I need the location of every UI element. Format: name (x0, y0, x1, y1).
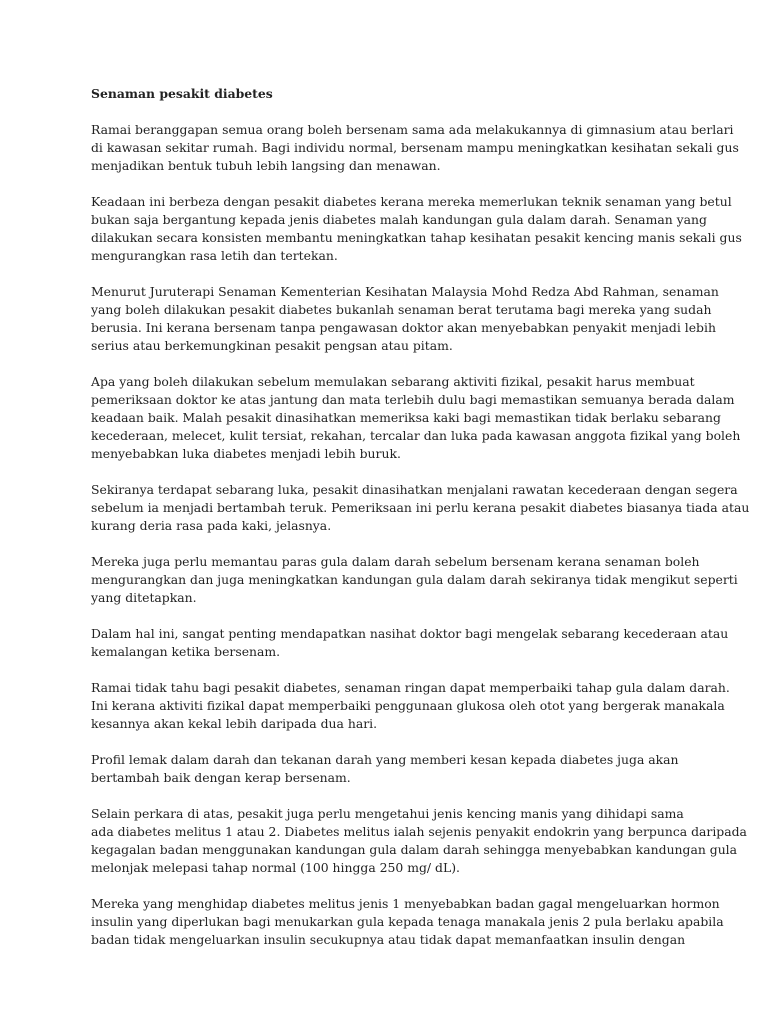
paragraph-line: Mereka juga perlu memantau paras gula dalam darah sebelum bersenam kerana senaman boleh (91, 554, 700, 569)
paragraph-line: Sekiranya terdapat sebarang luka, pesakit dinasihatkan menjalani rawatan kecederaan dengan segera (91, 482, 738, 497)
paragraph (91, 679, 730, 733)
paragraph (91, 625, 729, 661)
paragraph-line: Ini kerana aktiviti fizikal dapat memperbaiki penggunaan glukosa oleh otot yang bergerak manakala (91, 698, 725, 713)
paragraph-line: Profil lemak dalam darah dan tekanan darah yang memberi kesan kepada diabetes juga akan (91, 752, 679, 767)
paragraph (91, 895, 724, 949)
paragraph (91, 283, 719, 355)
paragraph-line: serius atau berkemungkinan pesakit pengsan atau pitam. (91, 338, 453, 353)
paragraph-line: kecederaan, melecet, kulit tersiat, rekahan, tercalar dan luka pada kawasan anggota fizikal yang boleh (91, 428, 741, 443)
paragraph-line: berusia. Ini kerana bersenam tanpa pengawasan doktor akan menyebabkan penyakit menjadi lebih (91, 320, 716, 335)
paragraph-line: mengurangkan rasa letih dan tertekan. (91, 248, 338, 263)
paragraph-line: dilakukan secara konsisten membantu meningkatkan tahap kesihatan pesakit kencing manis sekali gus (91, 230, 742, 245)
paragraph-line: mengurangkan dan juga meningkatkan kandungan gula dalam darah sekiranya tidak mengikut seperti (91, 572, 738, 587)
document-body (91, 121, 750, 949)
paragraph-line: badan tidak mengeluarkan insulin secukupnya atau tidak dapat memanfaatkan insulin dengan (91, 932, 686, 947)
paragraph (91, 121, 739, 175)
paragraph-line: keadaan baik. Malah pesakit dinasihatkan memeriksa kaki bagi memastikan tidak berlaku sebarang (91, 410, 721, 425)
paragraph-line: sebelum ia menjadi bertambah teruk. Pemeriksaan ini perlu kerana pesakit diabetes biasanya tiada atau (91, 500, 750, 515)
paragraph-line: insulin yang diperlukan bagi menukarkan gula kepada tenaga manakala jenis 2 pula berlaku apabila (91, 914, 724, 929)
paragraph (91, 553, 738, 607)
paragraph-line: yang ditetapkan. (91, 590, 197, 605)
paragraph-line: kurang deria rasa pada kaki, jelasnya. (91, 518, 332, 533)
paragraph (91, 193, 742, 265)
paragraph-line: kemalangan ketika bersenam. (91, 644, 281, 659)
paragraph-line: ada diabetes melitus 1 atau 2. Diabetes melitus ialah sejenis penyakit endokrin yang berpunca daripada (91, 824, 747, 839)
paragraph-line: Dalam hal ini, sangat penting mendapatkan nasihat doktor bagi mengelak sebarang kecederaan atau (91, 626, 729, 641)
paragraph-line: bukan saja bergantung kepada jenis diabetes malah kandungan gula dalam darah. Senaman yang (91, 212, 707, 227)
paragraph-line: melonjak melepasi tahap normal (100 hingga 250 mg/ dL). (91, 860, 460, 875)
paragraph-line: menjadikan bentuk tubuh lebih langsing dan menawan. (91, 158, 441, 173)
paragraph (91, 751, 691, 787)
paragraph-line: pemeriksaan doktor ke atas jantung dan mata terlebih dulu bagi memastikan semuanya berada dalam (91, 392, 735, 407)
document-page (91, 85, 750, 967)
paragraph-line: menyebabkan luka diabetes menjadi lebih buruk. (91, 446, 401, 461)
paragraph-line: bertambah baik dengan kerap bersenam. (91, 770, 351, 785)
paragraph (91, 481, 750, 535)
document-title: Senaman pesakit diabetes (91, 86, 273, 101)
paragraph-line: Keadaan ini berbeza dengan pesakit diabetes kerana mereka memerlukan teknik senaman yang betul (91, 194, 732, 209)
paragraph-line: Selain perkara di atas, pesakit juga perlu mengetahui jenis kencing manis yang dihidapi sama (91, 806, 684, 821)
paragraph-line: yang boleh dilakukan pesakit diabetes bukanlah senaman berat terutama bagi mereka yang sudah (91, 302, 712, 317)
paragraph-line: Ramai beranggapan semua orang boleh bersenam sama ada melakukannya di gimnasium atau berlari (91, 122, 734, 137)
paragraph-line: kegagalan badan menggunakan kandungan gula dalam darah sehingga menyebabkan kandungan gula (91, 842, 738, 857)
paragraph (91, 373, 741, 463)
paragraph-line: Apa yang boleh dilakukan sebelum memulakan sebarang aktiviti fizikal, pesakit harus membuat (91, 374, 695, 389)
paragraph-line: kesannya akan kekal lebih daripada dua hari. (91, 716, 378, 731)
paragraph (91, 805, 747, 877)
paragraph-line: di kawasan sekitar rumah. Bagi individu normal, bersenam mampu meningkatkan kesihatan sekali gus (91, 140, 739, 155)
paragraph-line: Ramai tidak tahu bagi pesakit diabetes, senaman ringan dapat memperbaiki tahap gula dalam darah. (91, 680, 730, 695)
paragraph-line: Menurut Juruterapi Senaman Kementerian Kesihatan Malaysia Mohd Redza Abd Rahman, senaman (91, 284, 719, 299)
paragraph-line: Mereka yang menghidap diabetes melitus jenis 1 menyebabkan badan gagal mengeluarkan hormon (91, 896, 720, 911)
